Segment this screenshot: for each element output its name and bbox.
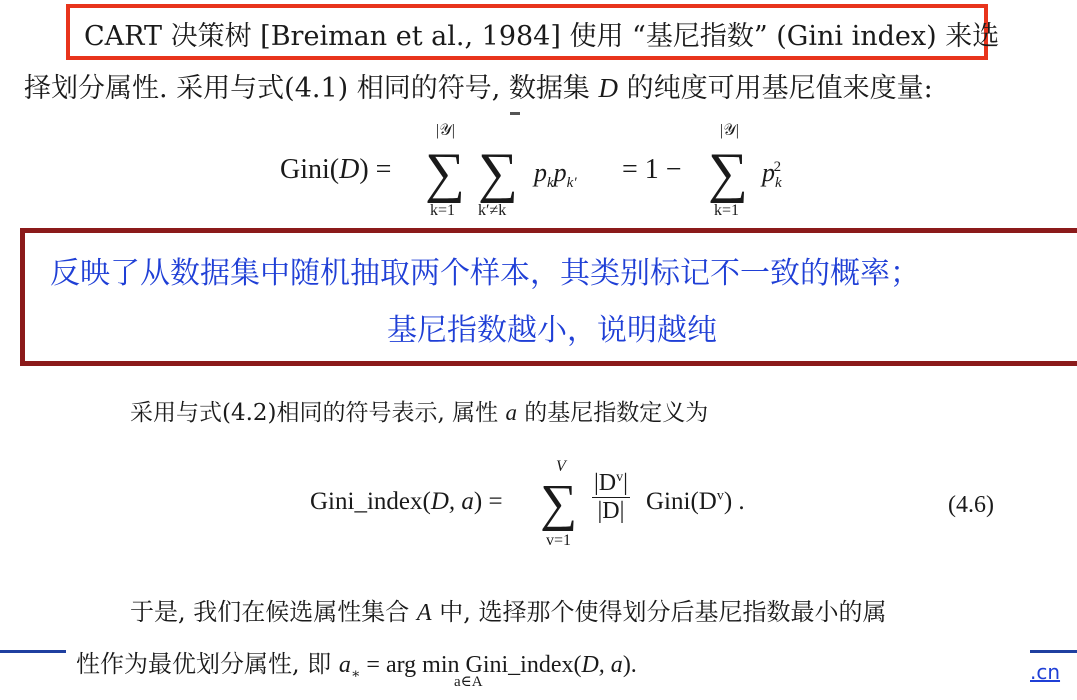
paragraph3-line1: 于是, 我们在候选属性集合 A 中, 选择那个使得划分后基尼指数最小的属 bbox=[130, 598, 887, 626]
gini-index-rhs: $Gini(D^v)$ . bbox=[646, 488, 745, 515]
stray-mark bbox=[510, 112, 520, 115]
paragraph1-line2: 择划分属性. 采用与式(4.1) 相同的符号, 数据集 D 的纯度可用基尼值来度量: bbox=[24, 73, 933, 104]
sum1-upper: |𝒴| bbox=[436, 122, 455, 139]
paragraph3-line2: 性作为最优划分属性, 即 $a_∗$ = arg min Gini_index(D, a). bbox=[76, 650, 637, 682]
sum4-lower: v=1 bbox=[546, 532, 572, 549]
sum2-lower: k′≠k bbox=[478, 202, 507, 219]
note-line2: 基尼指数越小，说明越纯 bbox=[387, 313, 717, 348]
sum-symbol-2: ∑ bbox=[478, 142, 518, 204]
argmin-subscript: a∈A bbox=[454, 674, 483, 690]
note-line1: 反映了从数据集中随机抽取两个样本，其类别标记不一致的概率； bbox=[50, 256, 920, 291]
paragraph2: 采用与式(4.2)相同的符号表示, 属性 a 的基尼指数定义为 bbox=[130, 400, 709, 426]
gini-equation bbox=[280, 154, 391, 186]
gini-lhs: Gini(D) = bbox=[280, 154, 392, 185]
footer-rule-right bbox=[1030, 650, 1077, 653]
sum4-upper: V bbox=[556, 458, 566, 475]
equation-number: (4.6) bbox=[948, 492, 994, 518]
sum3-lower: k=1 bbox=[714, 202, 740, 219]
sum-symbol-3: ∑ bbox=[708, 142, 748, 204]
gini-index-equation: Gini_index(D, a) = bbox=[310, 488, 503, 515]
sum1-lower: k=1 bbox=[430, 202, 456, 219]
footer-rule-left bbox=[0, 650, 66, 653]
footer-link[interactable]: .cn bbox=[1030, 660, 1061, 684]
paragraph1-line1: CART 决策树 [Breiman et al., 1984] 使用 “基尼指数” (Gini index) 来选 bbox=[84, 21, 1000, 52]
gini-one-minus: = 1 − bbox=[622, 154, 682, 185]
sum3-upper: |𝒴| bbox=[720, 122, 739, 139]
sum-symbol-1: ∑ bbox=[425, 142, 465, 204]
sum-symbol-4: ∑ bbox=[540, 475, 578, 532]
gini-index-fraction: $\frac{|D^v|}{|D|}$ bbox=[594, 470, 628, 524]
gini-square-term: $p_k^2$ bbox=[762, 158, 782, 192]
gini-product-term: $p_kp_{k'}$ bbox=[534, 158, 577, 192]
